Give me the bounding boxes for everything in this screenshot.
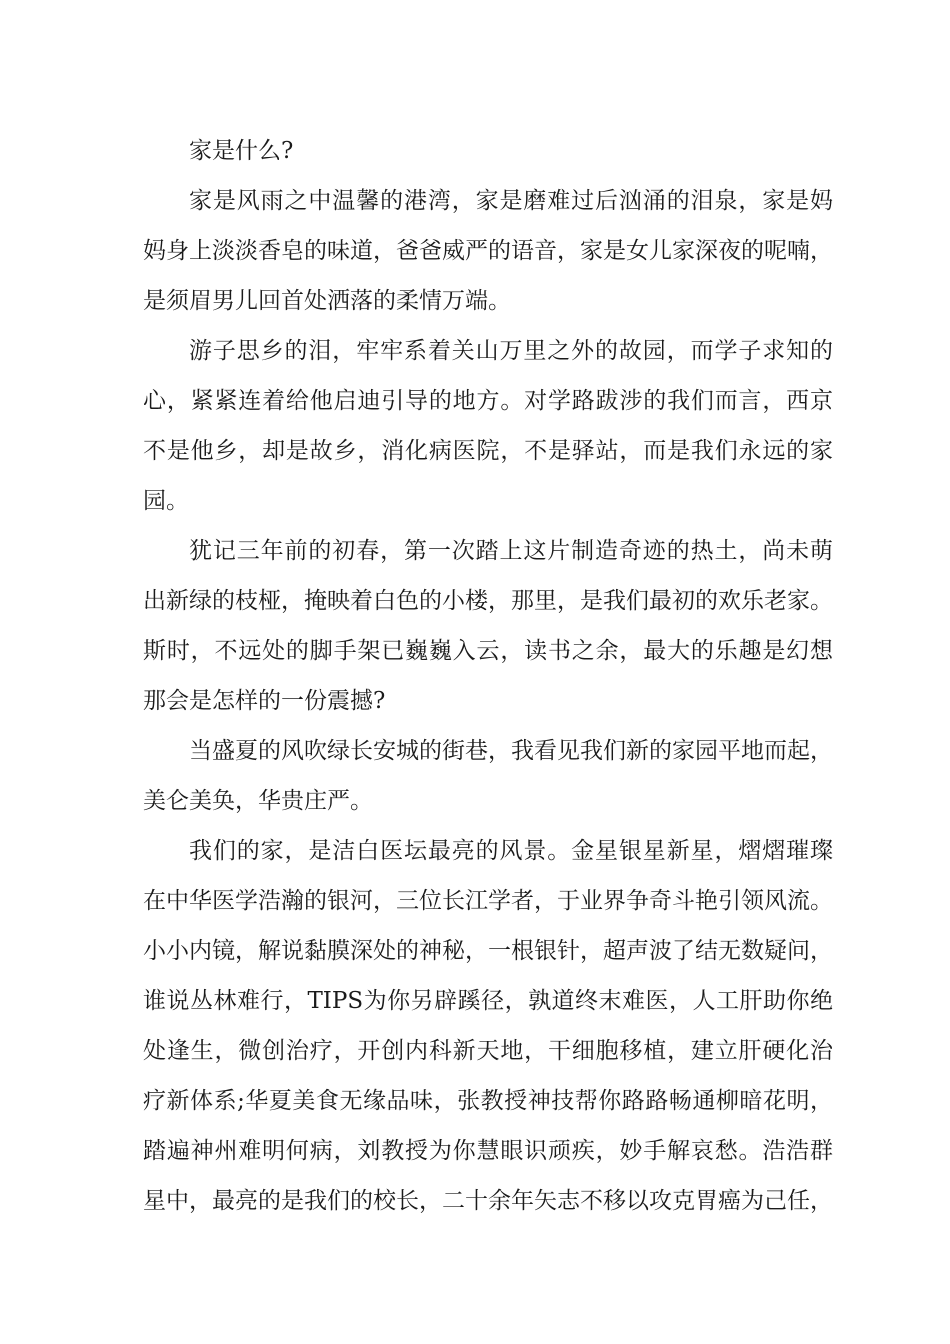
text-line: 小小内镜，解说黏膜深处的神秘，一根银针，超声波了结无数疑问，	[143, 938, 833, 964]
text-line: 出新绿的枝桠，掩映着白色的小楼，那里，是我们最初的欢乐老家。	[143, 588, 833, 614]
text-line: 星中，最亮的是我们的校长，二十余年矢志不移以攻克胃癌为己任，	[143, 1188, 833, 1214]
text-line: 犹记三年前的初春，第一次踏上这片制造奇迹的热土，尚未萌	[189, 538, 833, 564]
text-line: 游子思乡的泪，牢牢系着关山万里之外的故园，而学子求知的	[189, 338, 833, 364]
text-line: 踏遍神州难明何病，刘教授为你慧眼识顽疾，妙手解哀愁。浩浩群	[143, 1138, 833, 1164]
text-line: 斯时，不远处的脚手架已巍巍入云，读书之余，最大的乐趣是幻想	[143, 638, 833, 664]
heading-question: 家是什么?	[189, 138, 294, 164]
text-line: 在中华医学浩瀚的银河，三位长江学者，于业界争奇斗艳引领风流。	[143, 888, 833, 914]
text-line: 家是风雨之中温馨的港湾，家是磨难过后汹涌的泪泉，家是妈	[189, 188, 833, 214]
text-line: 是须眉男儿回首处洒落的柔情万端。	[143, 288, 511, 314]
text-line: 处逢生，微创治疗，开创内科新天地，干细胞移植，建立肝硬化治	[143, 1038, 833, 1064]
text-line: 那会是怎样的一份震撼?	[143, 688, 386, 714]
text-line: 园。	[143, 488, 189, 514]
text-line: 疗新体系;华夏美食无缘品味，张教授神技帮你路路畅通柳暗花明，	[143, 1088, 833, 1114]
text-line: 当盛夏的风吹绿长安城的街巷，我看见我们新的家园平地而起，	[189, 738, 833, 764]
text-line: 妈身上淡淡香皂的味道，爸爸威严的语音，家是女儿家深夜的呢喃，	[143, 238, 833, 264]
text-line: 美仑美奂，华贵庄严。	[143, 788, 373, 814]
text-line: 我们的家，是洁白医坛最亮的风景。金星银星新星，熠熠璀璨	[189, 838, 833, 864]
text-line: 心，紧紧连着给他启迪引导的地方。对学路跋涉的我们而言，西京	[143, 388, 833, 414]
text-line: 不是他乡，却是故乡，消化病医院，不是驿站，而是我们永远的家	[143, 438, 833, 464]
text-line: 谁说丛林难行，TIPS为你另辟蹊径，孰道终末难医，人工肝助你绝	[143, 988, 833, 1014]
